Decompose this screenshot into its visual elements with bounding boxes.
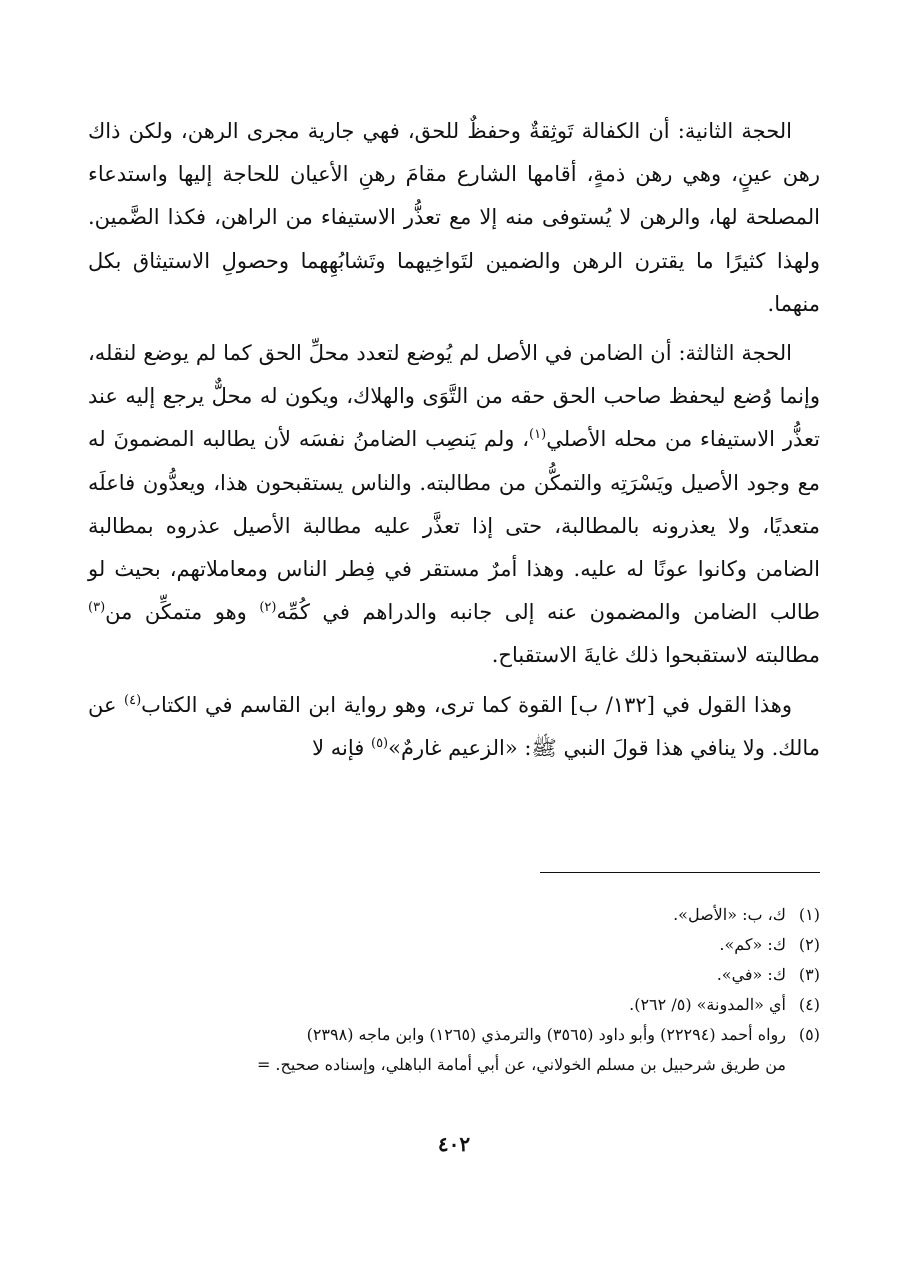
- footnote-ref-2[interactable]: (٢): [259, 600, 277, 616]
- main-text: [88, 110, 820, 770]
- paragraph-text: الحجة الثانية: أن الكفالة تَوثِقةٌ وحفظٌ للحق، فهي جارية مجرى الرهن، ولكن ذاك رهن عينٍ، وهي رهن ذمةٍ، أقامها الشارع مقامَ رهنِ الأعيان للحاجة إليها واستدعاء المصلحة لها، والرهن لا يُستوفى منه إلا مع تعذُّر الاستيفاء من الراهن، فكذا الضَّمين. ولهذا كثيرًا ما يقترن الرهن والضمين لتَواخِيهما وتَشابُهِهما وحصولِ الاستيثاق بكل منهما.: [88, 119, 820, 316]
- footnote-ref-1[interactable]: (١): [529, 427, 547, 443]
- footnote-4: [88, 990, 820, 1020]
- footnote-ref-3[interactable]: (٣): [88, 600, 106, 616]
- paragraph-text: عن مالك. ولا ينافي هذا قولَ النبي ﷺ: «الزعيم غارمٌ»: [88, 692, 820, 760]
- paragraph-text: ، ولم يَنصِب الضامنُ نفسَه لأن يطالبه المضمونَ له مع وجود الأصيل ويَسْرَتِه والتمكُّن من مطالبته. والناس يستقبحون هذا، ويعدُّون فاعلَه متعديًا، ولا يعذرونه بالمطالبة، حتى إذا تعذَّر عليه مطالبة الأصيل عذروه بمطالبة الضامن وكانوا عونًا له عليه. وهذا أمرٌ مستقر في فِطر الناس ومعاملاتهم، بحيث لو طالب الضامن والمضمون عنه إلى جانبه والدراهم في كُمِّه: [88, 427, 820, 625]
- footnote-text: ك، ب: «الأصل».: [673, 905, 786, 924]
- footnote-2: [88, 930, 820, 960]
- paragraph-text: وهو متمكِّن من: [105, 600, 260, 625]
- footnote-5: [88, 1020, 820, 1050]
- footnote-ref-4[interactable]: (٤): [124, 692, 142, 708]
- footnote-text: أي «المدونة» (٥/ ٢٦٢).: [629, 995, 786, 1014]
- footnote-separator: [540, 872, 820, 873]
- paragraph-text: وهذا القول في [١٣٢/ ب] القوة كما ترى، وهو رواية ابن القاسم في الكتاب: [141, 692, 792, 717]
- footnote-text: ك: «كم».: [719, 935, 786, 954]
- footnotes: [88, 900, 820, 1080]
- paragraph-hujja-2: [88, 110, 820, 326]
- footnote-1: [88, 900, 820, 930]
- page-number: ٤٠٢: [437, 1132, 471, 1156]
- paragraph-text: الحجة الثالثة: أن الضامن في الأصل لم يُوضع لتعدد محلِّ الحق كما لم يوضع لنقله، وإنما وُضع ليحفظ صاحب الحق حقه من التَّوَى والهلاك، ويكون له محلٌّ يرجع إليه عند تعذُّر الاستيفاء من محله الأصلي: [88, 341, 820, 452]
- paragraph-hujja-3: [88, 332, 820, 678]
- footnote-3: [88, 960, 820, 990]
- footnote-number: (٤): [798, 995, 820, 1014]
- footnote-number: (٣): [798, 965, 820, 984]
- footnote-text: رواه أحمد (٢٢٢٩٤) وأبو داود (٣٥٦٥) والترمذي (١٢٦٥) وابن ماجه (٢٣٩٨): [306, 1025, 786, 1044]
- footnote-number: (٢): [798, 935, 820, 954]
- page: [88, 110, 820, 1156]
- paragraph-qawl: [88, 684, 820, 770]
- footnote-number: (١): [798, 905, 820, 924]
- footnote-text: ك: «في».: [716, 965, 786, 984]
- footnote-5-continuation: من طريق شرحبيل بن مسلم الخولاني، عن أبي أمامة الباهلي، وإسناده صحيح. =: [256, 1055, 786, 1074]
- footnote-ref-5[interactable]: (٥): [370, 735, 389, 751]
- paragraph-text: مطالبته لاستقبحوا ذلك غايةَ الاستقباح.: [491, 643, 820, 668]
- paragraph-text: فإنه لا: [312, 735, 371, 760]
- footnote-number: (٥): [798, 1025, 820, 1044]
